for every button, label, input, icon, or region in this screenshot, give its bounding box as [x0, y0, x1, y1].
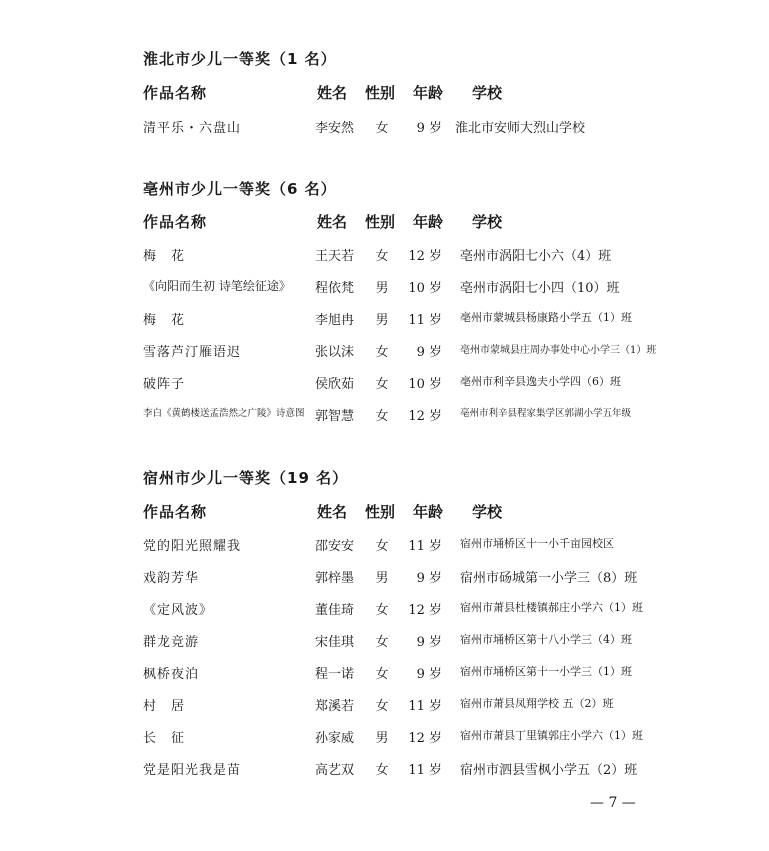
student-name: 王天若 — [315, 249, 355, 264]
table-row — [0, 341, 769, 361]
student-name: 侯欣茹 — [315, 377, 355, 392]
header-name: 姓名 — [317, 84, 348, 102]
table-row — [0, 535, 769, 555]
student-gender: 女 — [375, 121, 389, 136]
section-title-suzhou: 宿州市少儿一等奖（19 名） — [143, 469, 349, 487]
student-age: 12 岁 — [408, 409, 442, 424]
work-title: 梅 花 — [143, 313, 186, 328]
header-age: 年龄 — [413, 213, 444, 231]
student-name: 郭梓墨 — [315, 571, 355, 586]
work-title: 戏韵芳华 — [143, 571, 200, 586]
student-school: 宿州市萧县杜楼镇郝庄小学六（1）班 — [460, 601, 643, 614]
student-gender: 女 — [375, 635, 389, 650]
section-title-bozhou: 亳州市少儿一等奖（6 名） — [143, 180, 337, 198]
table-row — [0, 759, 769, 779]
student-gender: 女 — [375, 539, 389, 554]
student-age: 11 岁 — [408, 539, 442, 554]
student-age: 11 岁 — [408, 763, 442, 778]
student-age: 9 岁 — [416, 345, 442, 360]
header-gender: 性别 — [365, 503, 396, 521]
header-work: 作品名称 — [143, 84, 208, 102]
student-name: 孙家威 — [315, 731, 355, 746]
header-work: 作品名称 — [143, 503, 208, 521]
student-name: 程依梵 — [315, 281, 355, 296]
work-title: 党的阳光照耀我 — [143, 539, 242, 554]
student-gender: 男 — [375, 571, 389, 586]
table-row — [0, 245, 769, 265]
student-name: 董佳琦 — [315, 603, 355, 618]
work-title: 群龙竞游 — [143, 635, 200, 650]
student-age: 9 岁 — [416, 667, 442, 682]
student-age: 12 岁 — [408, 603, 442, 618]
work-title: 《定风波》 — [143, 603, 214, 618]
table-row — [0, 599, 769, 619]
work-title: 《向阳而生初 诗笔绘征途》 — [143, 279, 291, 293]
student-name: 高艺双 — [315, 763, 355, 778]
student-school: 宿州市砀城第一小学三（8）班 — [460, 571, 638, 586]
table-row — [0, 117, 769, 137]
student-name: 程一诺 — [315, 667, 355, 682]
work-title: 李白《黄鹤楼送孟浩然之广陵》诗意图 — [143, 408, 305, 419]
student-school: 宿州市泗县雪枫小学五（2）班 — [460, 763, 638, 778]
student-school: 淮北市安师大烈山学校 — [455, 121, 586, 136]
header-name: 姓名 — [317, 213, 348, 231]
student-school: 宿州市萧县丁里镇郭庄小学六（1）班 — [460, 729, 643, 742]
work-title: 破阵子 — [143, 377, 186, 392]
student-school: 宿州市萧县凤翔学校 五（2）班 — [460, 697, 614, 710]
student-age: 11 岁 — [408, 313, 442, 328]
student-gender: 男 — [375, 281, 389, 296]
student-school: 亳州市利辛县逸夫小学四（6）班 — [460, 375, 621, 388]
student-age: 11 岁 — [408, 699, 442, 714]
student-gender: 女 — [375, 667, 389, 682]
student-school: 亳州市蒙城县杨康路小学五（1）班 — [460, 311, 632, 324]
student-age: 9 岁 — [416, 121, 442, 136]
student-name: 李旭冉 — [315, 313, 355, 328]
student-name: 郑溪若 — [315, 699, 355, 714]
table-row — [0, 309, 769, 329]
work-title: 党是阳光我是苗 — [143, 763, 242, 778]
header-school: 学校 — [472, 503, 503, 521]
work-title: 枫桥夜泊 — [143, 667, 200, 682]
table-row — [0, 727, 769, 747]
table-header — [0, 501, 769, 521]
student-name: 李安然 — [315, 121, 355, 136]
table-row — [0, 695, 769, 715]
work-title: 雪落芦汀雁语迟 — [143, 345, 242, 360]
student-name: 宋佳琪 — [315, 635, 355, 650]
student-gender: 女 — [375, 699, 389, 714]
student-gender: 女 — [375, 345, 389, 360]
student-gender: 男 — [375, 313, 389, 328]
table-header — [0, 82, 769, 102]
student-gender: 男 — [375, 731, 389, 746]
header-age: 年龄 — [413, 503, 444, 521]
student-gender: 女 — [375, 409, 389, 424]
page-number: — 7 — — [590, 795, 636, 811]
work-title: 梅 花 — [143, 249, 186, 264]
student-school: 亳州市涡阳七小六（4）班 — [460, 249, 612, 264]
table-row — [0, 567, 769, 587]
student-school: 亳州市蒙城县庄周办事处中心小学三（1）班 — [460, 345, 657, 356]
header-school: 学校 — [472, 213, 503, 231]
student-gender: 女 — [375, 377, 389, 392]
table-row — [0, 277, 769, 297]
student-age: 12 岁 — [408, 731, 442, 746]
header-age: 年龄 — [413, 84, 444, 102]
table-row — [0, 631, 769, 651]
section-title-huaibei: 淮北市少儿一等奖（1 名） — [143, 50, 337, 68]
student-school: 亳州市涡阳七小四（10）班 — [460, 281, 620, 296]
work-title: 长 征 — [143, 731, 186, 746]
work-title: 村 居 — [143, 699, 186, 714]
student-name: 邵安安 — [315, 539, 355, 554]
student-gender: 女 — [375, 249, 389, 264]
student-school: 亳州市利辛县程家集学区郭湖小学五年级 — [460, 408, 632, 419]
student-age: 9 岁 — [416, 571, 442, 586]
student-age: 12 岁 — [408, 249, 442, 264]
student-school: 宿州市埇桥区第十一小学三（1）班 — [460, 665, 632, 678]
header-school: 学校 — [472, 84, 503, 102]
table-header — [0, 211, 769, 231]
header-name: 姓名 — [317, 503, 348, 521]
student-name: 张以沫 — [315, 345, 355, 360]
student-gender: 女 — [375, 763, 389, 778]
header-gender: 性别 — [365, 84, 396, 102]
student-school: 宿州市埇桥区十一小千亩园校区 — [460, 537, 614, 550]
table-row — [0, 373, 769, 393]
table-row — [0, 663, 769, 683]
work-title: 清平乐・六盘山 — [143, 121, 242, 136]
table-row — [0, 405, 769, 425]
student-age: 10 岁 — [408, 281, 442, 296]
student-age: 9 岁 — [416, 635, 442, 650]
student-gender: 女 — [375, 603, 389, 618]
student-school: 宿州市埇桥区第十八小学三（4）班 — [460, 633, 632, 646]
student-name: 郭智慧 — [315, 409, 355, 424]
header-work: 作品名称 — [143, 213, 208, 231]
header-gender: 性别 — [365, 213, 396, 231]
student-age: 10 岁 — [408, 377, 442, 392]
